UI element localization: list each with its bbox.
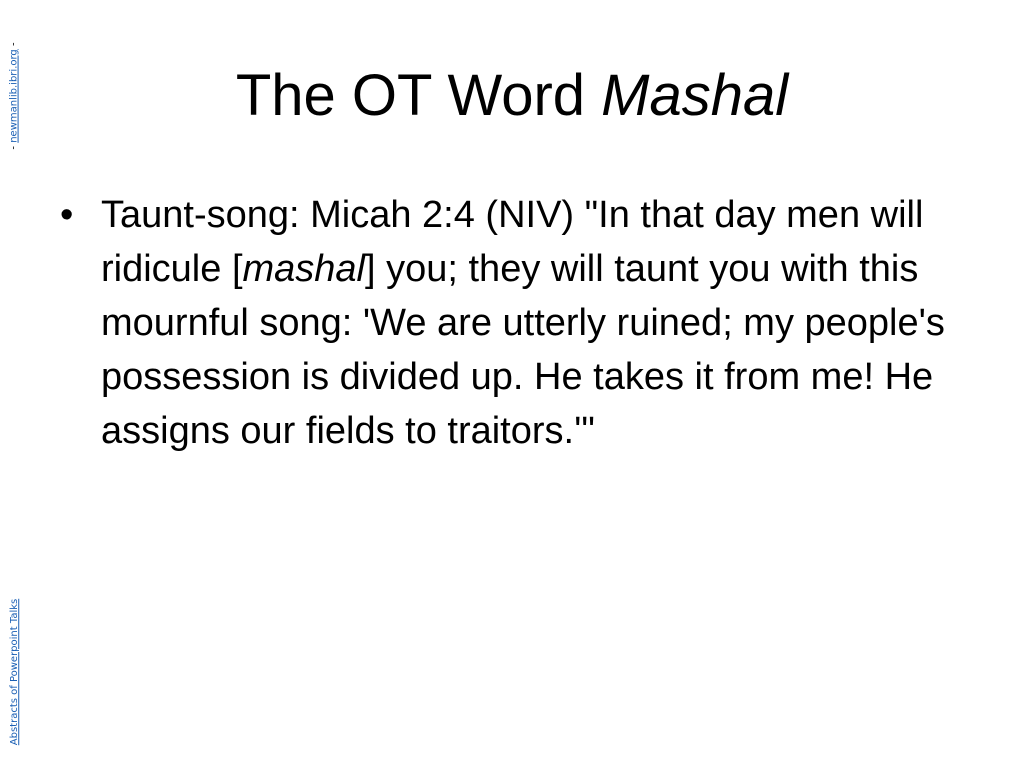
bullet-item	[56, 188, 956, 458]
title-main: The OT Word	[235, 63, 602, 128]
sidebar-prefix: -	[9, 142, 20, 150]
sidebar-abstracts-link-container	[7, 586, 23, 758]
site-link[interactable]: newmanlib.ibri.org	[9, 49, 20, 143]
slide-content	[56, 188, 956, 458]
bullet-text-before: Taunt-song: Micah 2:4 (NIV) "In that day men will ridicule [	[101, 194, 924, 290]
sidebar-suffix: -	[9, 42, 20, 50]
sidebar-abstracts-link-text	[9, 599, 21, 745]
abstracts-link[interactable]: Abstracts of Powerpoint Talks	[9, 598, 20, 746]
bullet-text	[101, 188, 956, 458]
title-italic: Mashal	[601, 63, 789, 128]
slide-title	[0, 60, 1024, 132]
bullet-text-after: ] you; they will taunt you with this mournful song: 'We are utterly ruined; my people's possession is divided up. He takes it from me! He assigns our fields to traitors.'"	[101, 248, 945, 452]
bullet-text-italic: mashal	[242, 248, 365, 290]
bullet-icon: •	[60, 194, 74, 236]
